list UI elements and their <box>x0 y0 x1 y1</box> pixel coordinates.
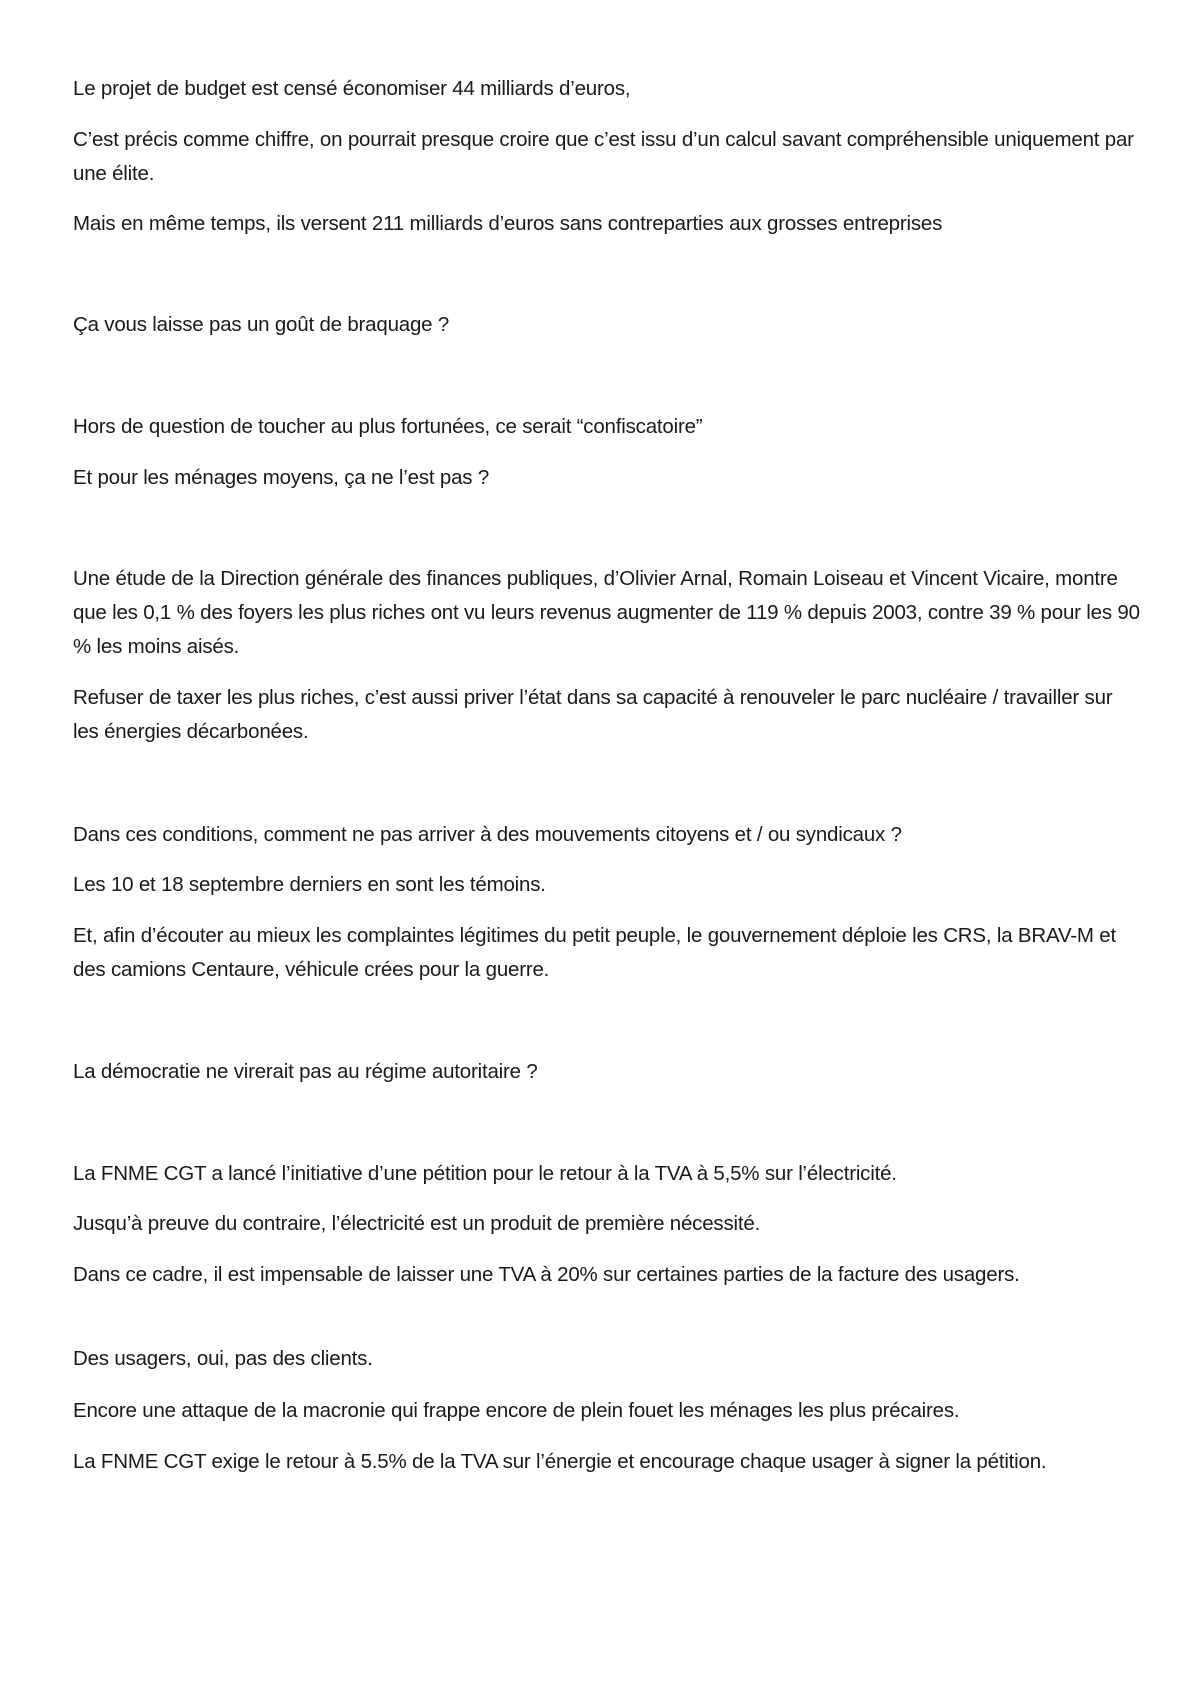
paragraph-etude-dgfip: Une étude de la Direction générale des finances publiques, d’Olivier Arnal, Romain Loiseau et Vincent Vicaire, montre que les 0,1 % des foyers les plus riches ont vu leurs revenus augmenter de 119 % depuis 2003, contre 39 % pour les 90 % les moins aisés. <box>73 567 1140 658</box>
paragraph-calcul: C’est précis comme chiffre, on pourrait presque croire que c’est issu d’un calcul savant compréhensible uniquement par une élite. <box>73 128 1134 185</box>
paragraph-211-milliards: Mais en même temps, ils versent 211 milliards d’euros sans contreparties aux grosses entreprises <box>73 212 943 235</box>
paragraph-premiere-necessite: Jusqu’à preuve du contraire, l’électricité est un produit de première nécessité. <box>73 1212 761 1235</box>
paragraph-democratie: La démocratie ne virerait pas au régime autoritaire ? <box>73 1060 538 1083</box>
paragraph-taxer-riches: Refuser de taxer les plus riches, c’est aussi priver l’état dans sa capacité à renouveler le parc nucléaire / travailler sur les énergies décarbonées. <box>73 686 1113 743</box>
paragraph-menages-moyens: Et pour les ménages moyens, ça ne l’est pas ? <box>73 466 490 489</box>
paragraph-mouvements: Dans ces conditions, comment ne pas arriver à des mouvements citoyens et / ou syndicaux ? <box>73 823 902 846</box>
paragraph-usagers: Des usagers, oui, pas des clients. <box>73 1347 373 1370</box>
paragraph-confiscatoire: Hors de question de toucher au plus fortunées, ce serait “confiscatoire” <box>73 415 703 438</box>
paragraph-macronie: Encore une attaque de la macronie qui frappe encore de plein fouet les ménages les plus précaires. <box>73 1399 960 1422</box>
paragraph-petition: La FNME CGT a lancé l’initiative d’une pétition pour le retour à la TVA à 5,5% sur l’électricité. <box>73 1162 897 1185</box>
paragraph-braquage: Ça vous laisse pas un goût de braquage ? <box>73 313 450 336</box>
paragraph-tva-20: Dans ce cadre, il est impensable de laisser une TVA à 20% sur certaines parties de la facture des usagers. <box>73 1263 1020 1286</box>
paragraph-budget: Le projet de budget est censé économiser 44 milliards d’euros, <box>73 77 631 100</box>
paragraph-exige: La FNME CGT exige le retour à 5.5% de la TVA sur l’énergie et encourage chaque usager à signer la pétition. <box>73 1450 1047 1473</box>
paragraph-septembre: Les 10 et 18 septembre derniers en sont les témoins. <box>73 873 546 896</box>
paragraph-crs: Et, afin d’écouter au mieux les complaintes légitimes du petit peuple, le gouvernement déploie les CRS, la BRAV-M et des camions Centaure, véhicule crées pour la guerre. <box>73 924 1116 981</box>
